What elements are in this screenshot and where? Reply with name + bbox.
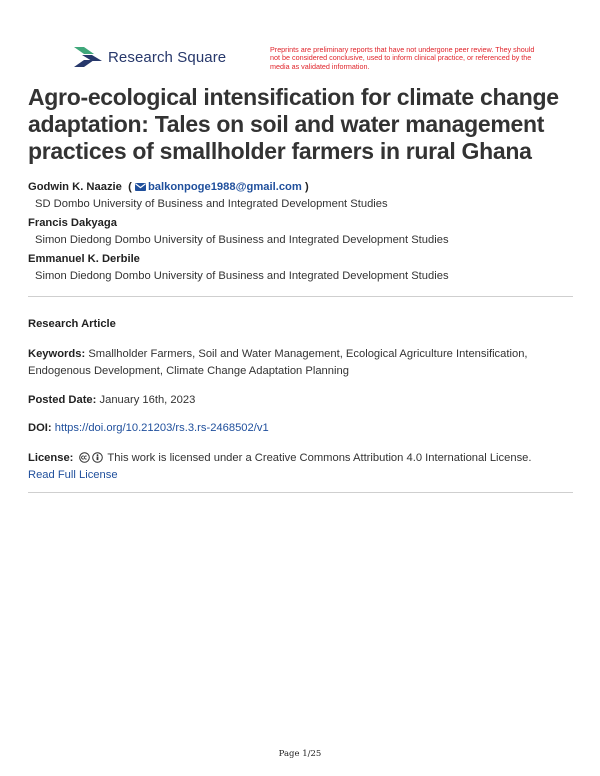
research-square-logo[interactable] bbox=[74, 47, 226, 67]
posted-date bbox=[28, 392, 573, 409]
doi bbox=[28, 420, 573, 437]
author-affiliation: Simon Diedong Dombo University of Business and Integrated Development Studies bbox=[35, 270, 449, 282]
page-number: Page 1/25 bbox=[278, 749, 322, 759]
read-full-license-link[interactable]: Read Full License bbox=[28, 468, 118, 481]
license bbox=[28, 450, 573, 483]
preprint-notice: Preprints are preliminary reports that have not undergone peer review. They should not be considered conclusive, used to inform clinical practice, or referenced by the media as validated information. bbox=[270, 45, 535, 71]
author-list bbox=[28, 180, 573, 283]
license-text: This work is licensed under a Creative Commons Attribution 4.0 International License. bbox=[107, 452, 532, 464]
logo-text: Research Square bbox=[108, 48, 227, 66]
article-type: Research Article bbox=[28, 318, 116, 330]
keywords-label: Keywords: bbox=[28, 348, 86, 360]
creative-commons-icon bbox=[79, 452, 90, 463]
paper-title: Agro-ecological intensification for climate change adaptation: Tales on soil and water management practices of smallholder farmers in rural Ghana bbox=[28, 84, 559, 164]
posted-date-label: Posted Date: bbox=[28, 394, 97, 406]
attribution-icon bbox=[92, 452, 103, 463]
posted-date-value: January 16th, 2023 bbox=[99, 394, 196, 406]
mail-icon bbox=[135, 183, 146, 191]
cc-icons bbox=[79, 452, 103, 463]
license-label: License: bbox=[28, 452, 74, 464]
divider bbox=[28, 492, 573, 493]
author-name: Godwin K. Naazie ( balkonpoge1988@gmail.com ) bbox=[28, 181, 309, 193]
doi-link[interactable]: https://doi.org/10.21203/rs.3.rs-2468502/v1 bbox=[54, 422, 269, 434]
author-affiliation: SD Dombo University of Business and Integrated Development Studies bbox=[35, 198, 388, 210]
keywords bbox=[28, 346, 573, 379]
research-square-logo-icon bbox=[74, 47, 102, 67]
doi-label: DOI: bbox=[28, 422, 52, 434]
keywords-value: Smallholder Farmers, Soil and Water Management, Ecological Agriculture Intensification, Endogenous Development, Climate Change Adaptation Planning bbox=[28, 348, 528, 377]
divider bbox=[28, 296, 573, 297]
author-name: Emmanuel K. Derbile bbox=[28, 253, 140, 265]
author-email-link[interactable]: balkonpoge1988@gmail.com bbox=[147, 181, 302, 193]
author-affiliation: Simon Diedong Dombo University of Business and Integrated Development Studies bbox=[35, 234, 449, 246]
author-name: Francis Dakyaga bbox=[28, 217, 117, 229]
